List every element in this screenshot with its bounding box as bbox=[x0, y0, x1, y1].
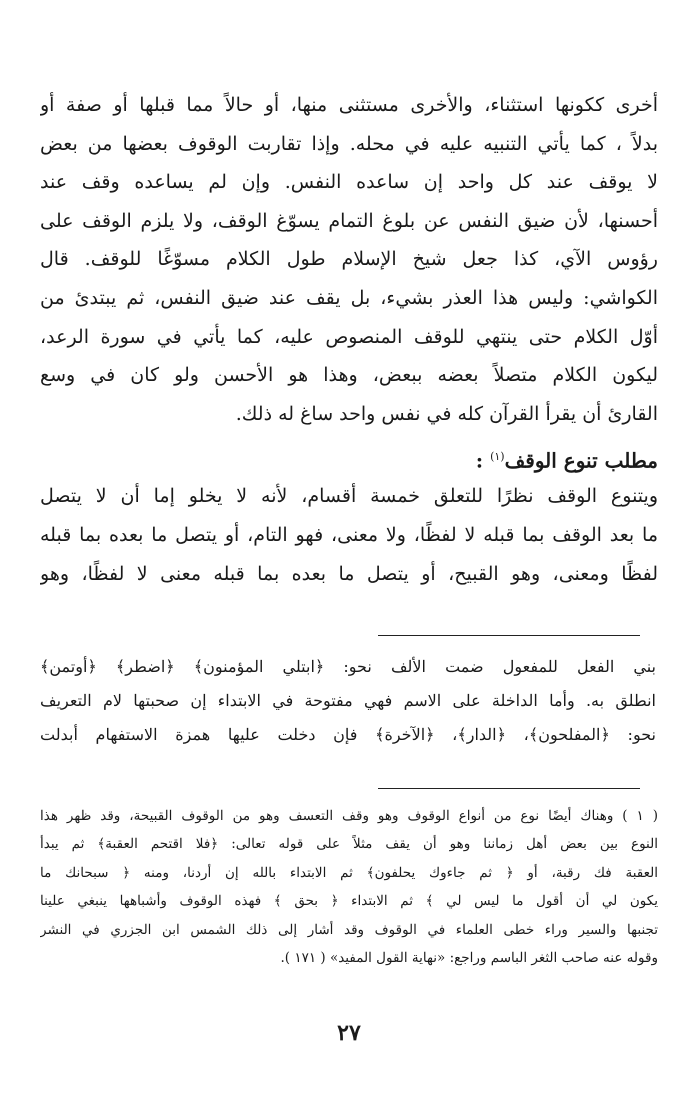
footnote-line: تجنبها والسير وراء خطى العلماء في الوقوف وقد أشار إلى ذلك الشمس ابن الجزري في النشر bbox=[40, 921, 658, 938]
body-line: لا يوقف عند كل واحد إن ساعده النفس. وإن لم يساعده وقف عند bbox=[40, 171, 658, 194]
footnote bbox=[40, 802, 658, 972]
page-number: ٢٧ bbox=[337, 1020, 361, 1046]
footnote-line: النوع بين بعض أهل زماننا وهو أن يقف مثلاً على قوله تعالى: ﴿فلا اقتحم العقبة﴾ ثم يبدأ bbox=[40, 836, 658, 853]
body-line: بدلاً ، كما يأتي التنبيه عليه في محله. وإذا تقاربت الوقوف بعضها من بعض bbox=[40, 132, 658, 155]
note-line: بني الفعل للمفعول ضمت الألف نحو: ﴿ابتلي المؤمنون﴾ ﴿اضطر﴾ ﴿أوتمن﴾ bbox=[40, 657, 656, 676]
body-line: لفظًا ومعنى، وهو القبيح، أو يتصل ما بعده بما قبله معنى لا لفظًا، وهو bbox=[40, 562, 658, 585]
body-line: أخرى ككونها استثناء، والأخرى مستثنى منها، أو حالاً مما قبلها أو صفة أو bbox=[40, 94, 658, 116]
note-line: نحو: ﴿المفلحون﴾، ﴿الدار﴾، ﴿الآخرة﴾ فإن دخلت عليها همزة الاستفهام أبدلت bbox=[40, 725, 656, 744]
continued-note bbox=[40, 650, 656, 752]
footnote-separator bbox=[378, 788, 640, 789]
body-line: ما بعد الوقف بما قبله لا لفظًا، ولا معنى، فهو التام، أو يتصل ما بعده بما قبله bbox=[40, 523, 658, 546]
footnote-line: العقبة فك رقبة، أو ﴿ ثم جاءوك يحلفون﴾ ثم الابتداء بالله إن أردنا، ومنه ﴿ سبحانك ما bbox=[40, 864, 658, 881]
main-text bbox=[40, 86, 658, 593]
note-line: انطلق به. وأما الداخلة على الاسم فهي مفتوحة في الابتداء إن صحبتها لام التعريف bbox=[40, 691, 656, 710]
body-line: ويتنوع الوقف نظرًا للتعلق خمسة أقسام، لأنه لا يخلو إما أن لا يتصل bbox=[40, 485, 658, 508]
footnote-line: يكون لي أن أقول ما ليس لي ﴾ ثم الابتداء ﴿ بحق ﴾ فهذه الوقوف وأشباهها ينبغي علينا bbox=[40, 893, 658, 910]
footnote-line: ( ١ ) وهناك أيضًا نوع من أنواع الوقوف وهو وقف التعسف وهو من الوقوف القبيحة، وقد ظهر هذا bbox=[40, 808, 658, 824]
note-separator bbox=[378, 635, 640, 636]
body-line: أوّل الكلام حتى ينتهي للوقف المنصوص عليه، كما يأتي في سورة الرعد، bbox=[40, 325, 658, 348]
body-line: رؤوس الآي، كذا جعل شيخ الإسلام طول الكلام مسوّغًا للوقف. قال bbox=[40, 248, 658, 271]
section-heading-suffix: : bbox=[475, 449, 491, 473]
section-heading bbox=[40, 437, 658, 477]
footnote-line: وقوله عنه صاحب الثغر الباسم وراجع: «نهاية القول المفيد» ( ١٧١ ). bbox=[280, 949, 658, 966]
footnote-marker: (١) bbox=[490, 450, 505, 464]
body-line: أحسنها، لأن ضيق النفس عن بلوغ التمام يسوّغ الوقف، ولا يلزم الوقف على bbox=[40, 209, 658, 232]
body-line: ليكون الكلام متصلاً بعضه ببعض، وهذا هو الأحسن ولو كان في وسع bbox=[40, 364, 658, 387]
body-line: القارئ أن يقرأ القرآن كله في نفس واحد ساغ له ذلك. bbox=[235, 402, 658, 425]
section-heading-text: مطلب تنوع الوقف bbox=[504, 449, 658, 473]
body-line: الكواشي: وليس هذا العذر بشيء، بل يقف عند ضيق النفس، ثم يبتدئ من bbox=[40, 286, 658, 309]
